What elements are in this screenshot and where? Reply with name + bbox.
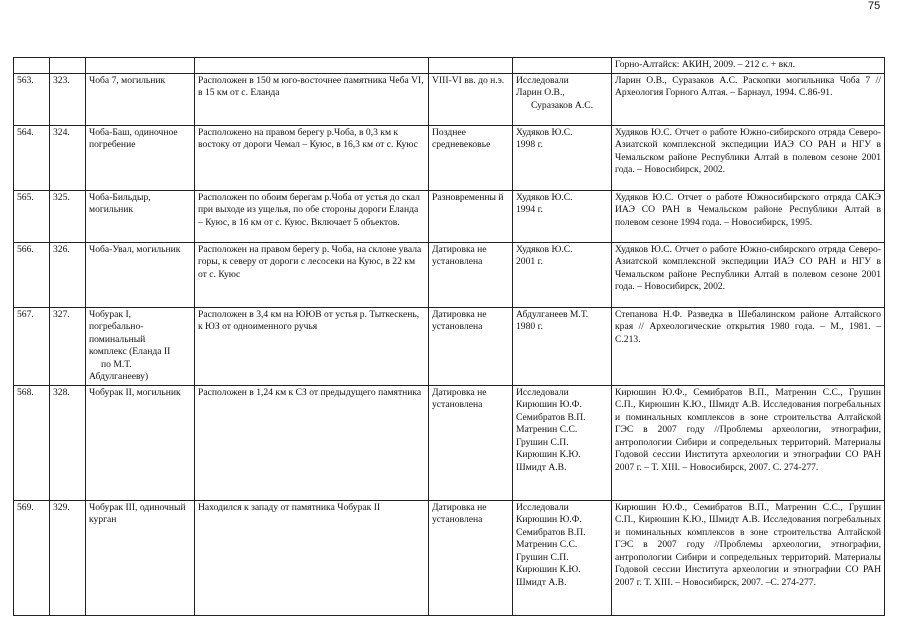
cell-dating: Позднее средневековье <box>429 125 513 190</box>
cell-local: 328. <box>50 385 86 500</box>
cell-location: Расположен в 3,4 км на ЮЮВ от устья р. Тыткескень, к ЮЗ от одноименного ручья <box>195 307 429 385</box>
cell-local: 325. <box>50 190 86 242</box>
cell-researchers <box>513 125 612 190</box>
table-row <box>14 73 885 125</box>
cell-dating: Датировка не установлена <box>429 500 513 615</box>
researcher-line: Худяков Ю.С. <box>516 126 573 138</box>
cell-location <box>195 58 429 74</box>
researcher-line: Шмидт А.В. <box>516 576 567 588</box>
researcher-line: Ларин О.В., <box>516 87 565 98</box>
cell-reference: Худяков Ю.С. Отчет о работе Южно-сибирского отряда Северо-Азиатской комплексной экспедиции ИАЭ СО РАН и НГУ в Чемальском районе Республики Алтай в полевом сезоне 2001 года. – Новосибирск, 2002. <box>612 125 885 190</box>
researcher-line: Кирюшин Ю.Ф. <box>516 399 582 410</box>
cell-reference: Кирюшин Ю.Ф., Семибратов В.П., Матренин С.С., Грушин С.П., Кирюшин К.Ю., Шмидт А.В. Исследования погребальных и поминальных комплексов в зоне строительства Алтайской ГЭС в 2007 году //Проблемы археологии, этнографии, антропологии Сибири и сопредельных территорий. Материалы Годовой сессии Института археологии и этнографии СО РАН 2007 г. Т. XIII. – Новосибирск, 2007. –С. 274-277. <box>612 500 885 615</box>
researcher-line: 1994 г. <box>516 204 543 215</box>
researcher-line: Исследовали <box>516 501 569 513</box>
cell-location: Расположен по обоим берегам р.Чоба от устья до скал при выходе из ущелья, по обе стороны дороги Еланда – Куюс, в 16 км от с. Куюс. Включает 5 объектов. <box>195 190 429 242</box>
cell-reference: Худяков Ю.С. Отчет о работе Южно-сибирского отряда Северо-Азиатской комплексной экспедиции ИАЭ СО РАН и НГУ в Чемальском районе Республики Алтай в полевом сезоне 2001 года. – Новосибирск, 2002. <box>612 242 885 307</box>
cell-local <box>50 58 86 74</box>
researcher-line: Матренин С.С. <box>516 539 578 550</box>
name-line: комплекс (Еланда II <box>89 346 171 357</box>
cell-num: 563. <box>14 73 50 125</box>
cell-local: 323. <box>50 73 86 125</box>
researcher-line: 1998 г. <box>516 139 543 150</box>
researcher-line: Матренин С.С. <box>516 424 578 435</box>
table-row <box>14 307 885 385</box>
researcher-line: Кирюшин К.Ю. <box>516 449 581 460</box>
table-row <box>14 190 885 242</box>
cell-local: 324. <box>50 125 86 190</box>
name-line: поминальный <box>89 333 146 345</box>
cell-location: Расположен на правом берегу р. Чоба, на склоне увала горы, к северу от дороги с лесосеки на Куюс, в 22 км от с. Куюс <box>195 242 429 307</box>
cell-reference: Ларин О.В., Суразаков А.С. Раскопки могильника Чоба 7 // Археология Горного Алтая. – Барнаул, 1994. С.86-91. <box>612 73 885 125</box>
cell-researchers <box>513 58 612 74</box>
researcher-line: Семибратов В.П. <box>516 526 586 538</box>
table-row <box>14 242 885 307</box>
cell-name <box>86 58 195 74</box>
researcher-line: 2001 г. <box>516 256 543 267</box>
table-row <box>14 385 885 500</box>
cell-dating: Датировка не установлена <box>429 242 513 307</box>
researcher-line: Кирюшин Ю.Ф. <box>516 514 582 525</box>
cell-researchers <box>513 190 612 242</box>
cell-location: Расположен в 150 м юго-восточнее памятника Чеба VI, в 15 км от с. Еланда <box>195 73 429 125</box>
name-line: по М.Т. <box>101 358 132 370</box>
cell-reference: Худяков Ю.С. Отчет о работе Южносибирского отряда САКЭ ИАЭ СО РАН в Чемальском районе Республики Алтай в полевом сезоне 1994 года. – Новосибирск, 1995. <box>612 190 885 242</box>
cell-local: 329. <box>50 500 86 615</box>
cell-reference: Степанова Н.Ф. Разведка в Шебалинском районе Алтайского края // Археологические открытия 1980 года. – М., 1981. – С.213. <box>612 307 885 385</box>
cell-num: 569. <box>14 500 50 615</box>
researcher-line: Исследовали <box>516 74 569 86</box>
researcher-line: Грушин С.П. <box>516 551 569 563</box>
cell-name: Чоба-Увал, могильник <box>86 242 195 307</box>
researcher-line: Суразаков А.С. <box>530 99 594 111</box>
cell-researchers <box>513 242 612 307</box>
cell-name: Чоба-Баш, одиночное погребение <box>86 125 195 190</box>
cell-name <box>86 307 195 385</box>
monument-register-table <box>13 57 885 616</box>
cell-num <box>14 58 50 74</box>
researcher-line: Худяков Ю.С. <box>516 191 573 203</box>
continuation-row <box>14 58 885 74</box>
name-line: Абдулганееву) <box>89 371 149 382</box>
cell-researchers <box>513 500 612 615</box>
researcher-line: Кирюшин К.Ю. <box>516 564 581 575</box>
name-line: погребально- <box>89 321 144 332</box>
cell-location: Расположено на правом берегу р.Чоба, в 0,3 км к востоку от дороги Чемал – Куюс, в 16,3 км от с. Куюс <box>195 125 429 190</box>
cell-num: 564. <box>14 125 50 190</box>
researcher-line: Исследовали <box>516 386 569 398</box>
researcher-line: Грушин С.П. <box>516 436 569 448</box>
cell-location: Находился к западу от памятника Чобурак II <box>195 500 429 615</box>
researcher-line: Худяков Ю.С. <box>516 243 573 255</box>
researcher-line: 1980 г. <box>516 321 543 332</box>
cell-dating <box>429 58 513 74</box>
cell-dating: Датировка не установлена <box>429 307 513 385</box>
cell-num: 567. <box>14 307 50 385</box>
cell-reference: Горно-Алтайск: АКИН, 2009. – 212 с. + вкл. <box>612 58 885 74</box>
researcher-line: Шмидт А.В. <box>516 461 567 473</box>
cell-name: Чоба-Бильдыр, могильник <box>86 190 195 242</box>
table-row <box>14 125 885 190</box>
cell-name: Чобурак III, одиночный курган <box>86 500 195 615</box>
table-row <box>14 500 885 615</box>
researcher-line: Семибратов В.П. <box>516 411 586 423</box>
cell-dating: Датировка не установлена <box>429 385 513 500</box>
cell-name: Чоба 7, могильник <box>86 73 195 125</box>
cell-local: 327. <box>50 307 86 385</box>
cell-num: 566. <box>14 242 50 307</box>
cell-dating: VIII-VI вв. до н.э. <box>429 73 513 125</box>
cell-location: Расположен в 1,24 км к СЗ от предыдущего памятника <box>195 385 429 500</box>
cell-researchers <box>513 73 612 125</box>
cell-num: 568. <box>14 385 50 500</box>
cell-dating: Разновременны й <box>429 190 513 242</box>
cell-researchers <box>513 307 612 385</box>
cell-num: 565. <box>14 190 50 242</box>
cell-reference: Кирюшин Ю.Ф., Семибратов В.П., Матренин С.С., Грушин С.П., Кирюшин К.Ю., Шмидт А.В. Исследования погребальных и поминальных комплексов в зоне строительства Алтайской ГЭС в 2007 году //Проблемы археологии, этнографии, антропологии Сибири и сопредельных территорий. Материалы Годовой сессии Института археологии и этнографии СО РАН 2007 г. – Т. XIII. – Новосибирск, 2007. С. 274-277. <box>612 385 885 500</box>
name-line: Чобурак I, <box>89 308 132 320</box>
researcher-line: Абдулганеев М.Т. <box>516 308 589 320</box>
page-number: 75 <box>868 0 881 12</box>
cell-researchers <box>513 385 612 500</box>
cell-name: Чобурак II, могильник <box>86 385 195 500</box>
cell-local: 326. <box>50 242 86 307</box>
